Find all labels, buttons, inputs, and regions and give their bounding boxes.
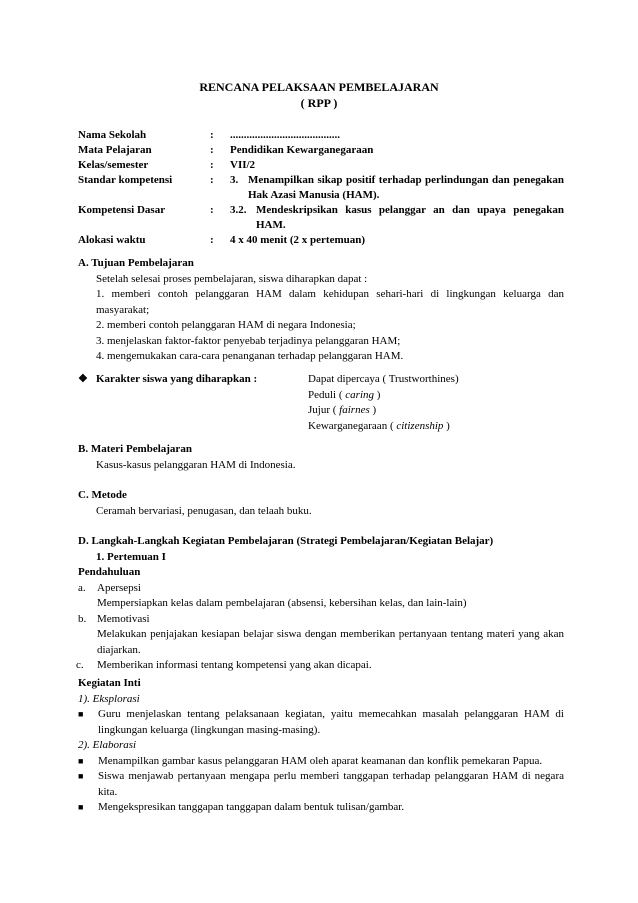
item-title: Memberikan informasi tentang kompetensi yang akan dicapai. — [97, 659, 372, 671]
info-key: Standar kompetensi — [78, 174, 173, 186]
list-item-text: Guru menjelaskan tentang pelaksanaan kegiatan, yaitu memecahkan masalah pelanggaran HAM di lingkungan keluarga (lingkungan masing-masing). — [98, 708, 564, 736]
square-bullet-icon: ■ — [78, 771, 84, 781]
document-subtitle: ( RPP ) — [300, 96, 338, 110]
item-label: b. — [78, 612, 87, 625]
karakter-item: Kewarganegaraan ( citizenship ) — [308, 419, 450, 432]
karakter-label: Karakter siswa yang diharapkan : — [96, 373, 258, 385]
karakter-block — [78, 372, 564, 434]
square-bullet-icon: ■ — [78, 802, 84, 812]
document-title: RENCANA PELAKSAAN PEMBELAJARAN — [199, 80, 439, 94]
list-item — [78, 769, 564, 800]
info-row — [78, 203, 564, 233]
diamond-bullet-icon: ❖ — [78, 373, 88, 385]
info-value — [230, 173, 564, 203]
item-title: Memotivasi — [97, 612, 150, 625]
info-key: Alokasi waktu — [78, 234, 146, 246]
square-bullet-icon: ■ — [78, 755, 84, 766]
info-row — [78, 158, 564, 173]
info-value: 4 x 40 menit (2 x pertemuan) — [230, 234, 366, 246]
info-row — [78, 143, 564, 158]
section-b — [78, 442, 564, 473]
info-number: 3.2. — [230, 204, 247, 216]
info-colon: : — [210, 159, 214, 171]
info-table — [78, 128, 564, 248]
info-text: Menampilkan sikap positif terhadap perlindungan dan penegakan Hak Azasi Manusia (HAM). — [248, 174, 564, 201]
info-key: Kompetensi Dasar — [78, 204, 166, 216]
list-item: 2. memberi contoh pelanggaran HAM di negara Indonesia; — [96, 319, 356, 331]
karakter-item: Dapat dipercaya ( Trustworthines) — [308, 373, 459, 385]
karakter-item: Jujur ( fairnes ) — [308, 404, 377, 416]
list-item: 3. menjelaskan faktor-faktor penyebab terjadinya pelanggaran HAM; — [96, 334, 401, 347]
info-value — [230, 203, 564, 233]
section-a-intro: Setelah selesai proses pembelajaran, siswa diharapkan dapat : — [96, 272, 368, 285]
pendahuluan-heading: Pendahuluan — [78, 566, 141, 578]
info-key: Nama Sekolah — [78, 129, 147, 141]
item-text: Mempersiapkan kelas dalam pembelajaran (absensi, kebersihan kelas, dan lain-lain) — [97, 597, 467, 609]
section-b-text: Kasus-kasus pelanggaran HAM di Indonesia. — [96, 458, 296, 471]
pertemuan-heading: 1. Pertemuan I — [96, 550, 166, 563]
info-colon: : — [210, 129, 214, 141]
item-label: a. — [78, 581, 86, 594]
section-c-heading: C. Metode — [78, 489, 127, 501]
info-colon: : — [210, 204, 214, 216]
info-row — [78, 233, 564, 248]
section-d — [78, 534, 564, 674]
list-item — [78, 754, 564, 770]
info-colon: : — [210, 174, 214, 186]
info-colon: : — [210, 144, 214, 156]
kegiatan-inti-heading: Kegiatan Inti — [78, 677, 141, 689]
kegiatan-inti — [78, 676, 564, 816]
pendahuluan-item — [78, 581, 564, 612]
eksplorasi-heading: 1). Eksplorasi — [78, 692, 140, 705]
section-a-heading: A. Tujuan Pembelajaran — [78, 257, 194, 269]
info-value: Pendidikan Kewarganegaraan — [230, 144, 374, 156]
info-number: 3. — [230, 174, 239, 186]
section-c-text: Ceramah bervariasi, penugasan, dan telaah buku. — [96, 504, 312, 517]
section-c — [78, 488, 564, 519]
section-a — [78, 256, 564, 365]
square-bullet-icon: ■ — [78, 709, 84, 719]
info-colon: : — [210, 234, 214, 246]
section-d-heading: D. Langkah-Langkah Kegiatan Pembelajaran (Strategi Pembelajaran/Kegiatan Belajar) — [78, 535, 494, 547]
list-item-text: Siswa menjawab pertanyaan mengapa perlu memberi tanggapan terhadap pelanggaran HAM di negara kita. — [98, 770, 564, 798]
info-value: ........................................ — [230, 129, 340, 141]
info-value: VII/2 — [230, 159, 256, 171]
item-label: c. — [76, 659, 84, 671]
info-text: Mendeskripsikan kasus pelanggar an dan upaya penegakan HAM. — [256, 204, 564, 231]
info-key: Mata Pelajaran — [78, 144, 152, 156]
pendahuluan-item — [78, 612, 564, 659]
list-item-text: Menampilkan gambar kasus pelanggaran HAM oleh aparat keamanan dan konflik pemekaran Papua. — [98, 754, 543, 767]
list-item-text: Mengekspresikan tanggapan tanggapan dalam bentuk tulisan/gambar. — [98, 801, 405, 813]
info-row — [78, 173, 564, 203]
info-row — [78, 128, 564, 143]
list-item: 1. memberi contoh pelanggaran HAM dalam kehidupan sehari-hari di lingkungan keluarga dan masyarakat; — [96, 288, 564, 316]
karakter-list — [308, 372, 564, 434]
item-title: Apersepsi — [97, 581, 141, 594]
section-b-heading: B. Materi Pembelajaran — [78, 443, 192, 455]
pendahuluan-item — [76, 658, 564, 674]
karakter-item: Peduli ( caring ) — [308, 388, 381, 401]
elaborasi-heading: 2). Elaborasi — [78, 739, 137, 751]
info-key: Kelas/semester — [78, 159, 149, 171]
item-text: Melakukan penjajakan kesiapan belajar siswa dengan memberikan pertanyaan tentang materi yang akan diajarkan. — [97, 628, 564, 656]
list-item: 4. mengemukakan cara-cara penanganan terhadap pelanggaran HAM. — [96, 350, 404, 362]
list-item — [78, 707, 564, 738]
list-item — [78, 800, 564, 816]
